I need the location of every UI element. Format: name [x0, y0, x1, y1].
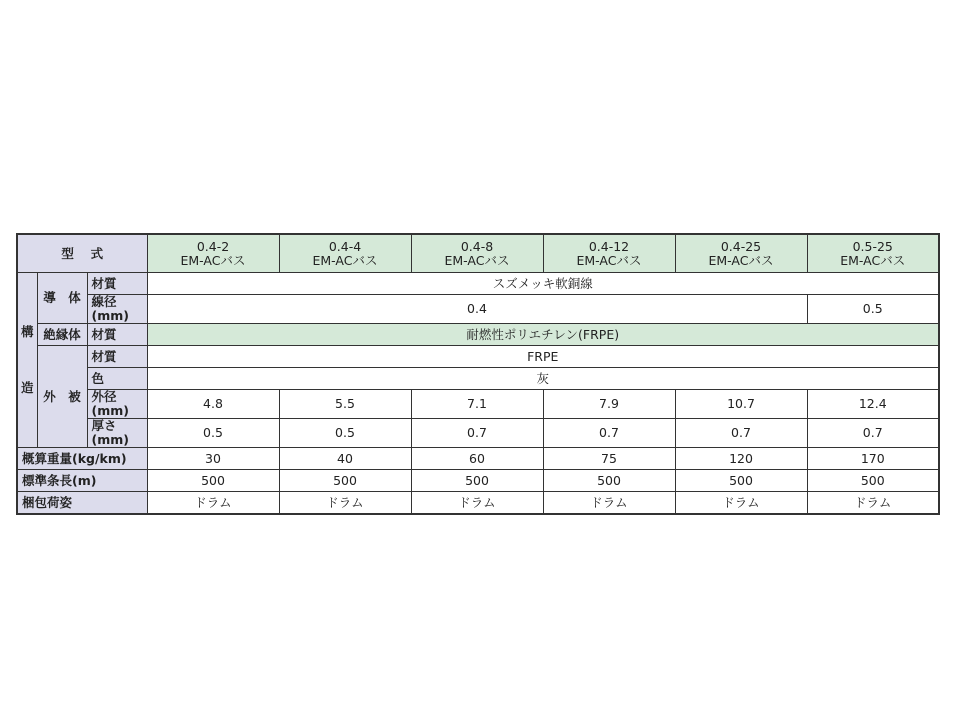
sheath-label: 外 被	[37, 346, 87, 448]
table-cell: 5.5	[279, 390, 411, 419]
table-cell: 60	[411, 448, 543, 470]
row-label: 材質	[87, 273, 147, 295]
row-label: 厚さ(mm)	[87, 419, 147, 448]
conductor-diameter-row	[17, 295, 939, 324]
model-header: 0.4-2 EM-ACバス	[147, 234, 279, 273]
sheath-color-row	[17, 368, 939, 390]
table-cell: ドラム	[675, 492, 807, 515]
table-cell: 0.7	[411, 419, 543, 448]
table-cell: 500	[147, 470, 279, 492]
row-label: 材質	[87, 324, 147, 346]
model-header: 0.4-8 EM-ACバス	[411, 234, 543, 273]
header-row	[17, 234, 939, 273]
model-header: 0.4-12 EM-ACバス	[543, 234, 675, 273]
table-cell: 12.4	[807, 390, 939, 419]
table-cell: 500	[543, 470, 675, 492]
weight-row	[17, 448, 939, 470]
model-header: 0.4-25 EM-ACバス	[675, 234, 807, 273]
table-cell: 0.7	[807, 419, 939, 448]
table-cell: ドラム	[411, 492, 543, 515]
table-cell: 0.5	[279, 419, 411, 448]
sheath-color-value: 灰	[147, 368, 939, 390]
conductor-label: 導 体	[37, 273, 87, 324]
table-cell: ドラム	[807, 492, 939, 515]
row-label: 色	[87, 368, 147, 390]
table-cell: 4.8	[147, 390, 279, 419]
spec-table	[16, 233, 940, 515]
conductor-diameter-value: 0.5	[807, 295, 939, 324]
table-cell: 500	[675, 470, 807, 492]
outer-diameter-row	[17, 390, 939, 419]
table-cell: 170	[807, 448, 939, 470]
table-cell: 7.9	[543, 390, 675, 419]
length-row	[17, 470, 939, 492]
row-label: 外径(mm)	[87, 390, 147, 419]
table-cell: 30	[147, 448, 279, 470]
table-cell: 7.1	[411, 390, 543, 419]
table-cell: 0.7	[543, 419, 675, 448]
model-header: 0.4-4 EM-ACバス	[279, 234, 411, 273]
type-header: 型 式	[17, 234, 147, 273]
length-label: 標準条長(m)	[17, 470, 147, 492]
table-cell: ドラム	[543, 492, 675, 515]
table-cell: ドラム	[279, 492, 411, 515]
sheath-material-value: FRPE	[147, 346, 939, 368]
conductor-diameter-value: 0.4	[147, 295, 807, 324]
table-cell: 500	[411, 470, 543, 492]
row-label: 線径(mm)	[87, 295, 147, 324]
table-cell: 500	[807, 470, 939, 492]
insulator-row	[17, 324, 939, 346]
conductor-material-row	[17, 273, 939, 295]
table-cell: 500	[279, 470, 411, 492]
table-cell: 0.5	[147, 419, 279, 448]
table-cell: 120	[675, 448, 807, 470]
structure-group-label: 構 造	[17, 273, 37, 448]
table-cell: 0.7	[675, 419, 807, 448]
packing-row	[17, 492, 939, 515]
model-header: 0.5-25 EM-ACバス	[807, 234, 939, 273]
weight-label: 概算重量(kg/km)	[17, 448, 147, 470]
row-label: 材質	[87, 346, 147, 368]
sheath-material-row	[17, 346, 939, 368]
table-cell: 10.7	[675, 390, 807, 419]
insulator-material-value: 耐燃性ポリエチレン(FRPE)	[147, 324, 939, 346]
thickness-row	[17, 419, 939, 448]
conductor-material-value: スズメッキ軟銅線	[147, 273, 939, 295]
packing-label: 梱包荷姿	[17, 492, 147, 515]
table-cell: ドラム	[147, 492, 279, 515]
table-cell: 40	[279, 448, 411, 470]
insulator-label: 絶縁体	[37, 324, 87, 346]
table-cell: 75	[543, 448, 675, 470]
